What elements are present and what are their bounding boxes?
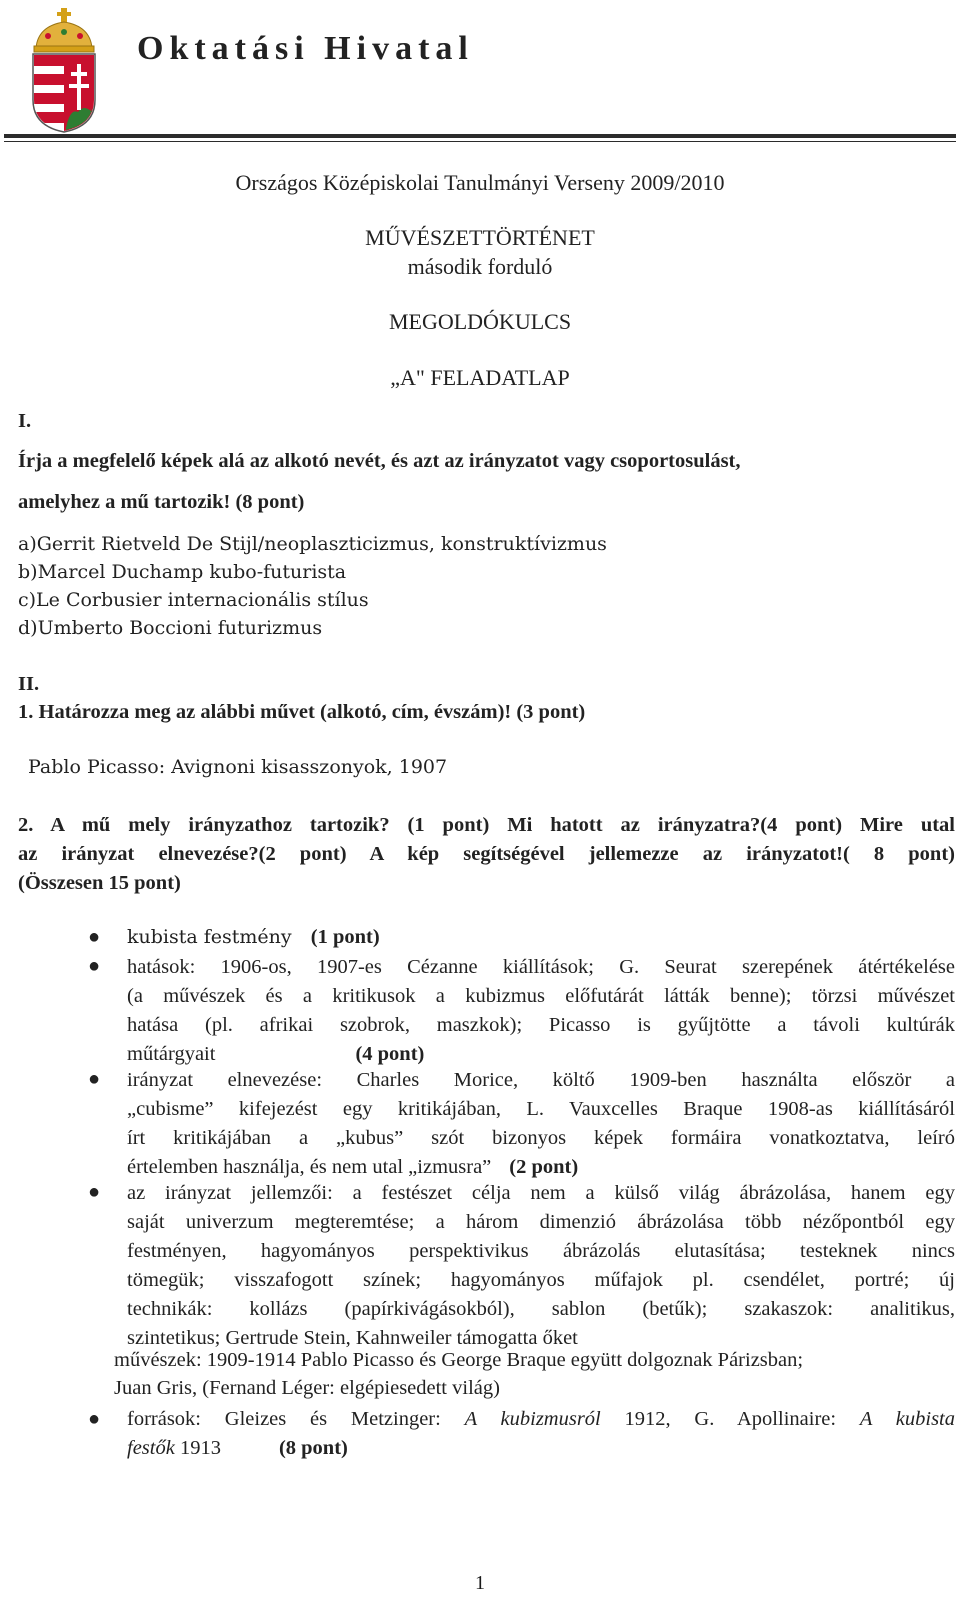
bullet-2 xyxy=(127,953,955,1069)
bullet-4-line-6: szintetikus; Gertrude Stein, Kahnweiler támogatta őket xyxy=(127,1327,578,1349)
artists-line-2: Juan Gris, (Fernand Léger: elgépiesedett világ) xyxy=(114,1377,500,1399)
bullet-5-sources-label: források: Gleizes és Metzinger: xyxy=(127,1408,441,1430)
bullet-4-line-2: saját univerzum megteremtése; a három dimenzió ábrázolása több nézőpontból egy xyxy=(127,1211,955,1233)
bullet-dot: ● xyxy=(88,926,101,948)
section-1-task-line-1: Írja a megfelelő képek alá az alkotó nevét, és azt az irányzatot vagy csoportosulást, xyxy=(18,450,741,472)
question-2-line-3: (Összesen 15 pont) xyxy=(18,872,181,894)
bullet-5-mid: 1912, G. Apollinaire: xyxy=(624,1408,837,1430)
bullet-1 xyxy=(127,926,380,949)
bullet-3-line-2: „cubisme” kifejezést egy kritikájában, L. Vauxcelles Braque 1908-as kiállításáról xyxy=(127,1098,955,1120)
section-1-number: I. xyxy=(18,410,32,432)
bullet-dot: ● xyxy=(88,1408,101,1430)
answer-d: d)Umberto Boccioni futurizmus xyxy=(18,617,323,639)
bullet-dot: ● xyxy=(88,1068,101,1090)
bullet-2-points: (4 pont) xyxy=(355,1043,425,1065)
bullet-4 xyxy=(127,1179,955,1353)
bullet-5-book-2-start: A kubista xyxy=(859,1408,955,1430)
answer-a: a)Gerrit Rietveld De Stijl/neoplaszticizmus, konstruktívizmus xyxy=(18,533,607,555)
answer-1: Pablo Picasso: Avignoni kisasszonyok, 1907 xyxy=(28,756,448,778)
competition-title: Országos Középiskolai Tanulmányi Verseny 2009/2010 xyxy=(235,170,725,195)
artists-line-1: művészek: 1909-1914 Pablo Picasso és George Braque együtt dolgoznak Párizsban; xyxy=(114,1349,804,1371)
bullet-5-points: (8 pont) xyxy=(278,1437,348,1459)
bullet-3-line-1: irányzat elnevezése: Charles Morice, költő 1909-ben használta először a xyxy=(127,1069,955,1091)
page-number: 1 xyxy=(475,1572,485,1594)
subject-title: MŰVÉSZETTÖRTÉNET xyxy=(365,225,595,250)
answer-key-title: MEGOLDÓKULCS xyxy=(388,309,572,334)
header-divider-thin xyxy=(4,141,956,142)
bullet-4-line-3: festményen, hagyományos perspektivikus ábrázolás elutasítása; testeknek nincs xyxy=(127,1240,955,1262)
answer-c: c)Le Corbusier internacionális stílus xyxy=(18,589,369,611)
bullet-3-line-3: írt kritikájában a „kubus” szót bizonyos képek formáira vonatkoztatva, leíró xyxy=(127,1127,955,1149)
header xyxy=(0,0,960,150)
hungarian-coat-of-arms-icon xyxy=(28,8,100,134)
bullet-dot: ● xyxy=(88,955,101,977)
bullet-4-line-5: technikák: kollázs (papírkivágásokból), sablon (betűk); szakaszok: analitikus, xyxy=(127,1298,955,1320)
bullet-4-line-4: tömegük; visszafogott színek; hagyományos műfajok pl. csendélet, portré; új xyxy=(127,1269,955,1291)
bullet-5-book-2-end: festők xyxy=(127,1437,175,1459)
bullet-2-last-text: műtárgyait xyxy=(127,1043,216,1065)
bullet-2-line-3: hatása (pl. afrikai szobrok, maszkok); Picasso is gyűjtötte a távoli kultúrák xyxy=(127,1014,955,1036)
bullet-5-line-2 xyxy=(127,1434,955,1463)
header-divider-thick xyxy=(4,134,956,138)
bullet-5 xyxy=(127,1405,955,1463)
office-title: Oktatási Hivatal xyxy=(137,30,474,67)
question-2-line-2: az irányzat elnevezése?(2 pont) A kép segítségével jellemezze az irányzatot!( 8 pont) xyxy=(18,843,955,865)
bullet-1-points: (1 pont) xyxy=(310,926,380,948)
question-1: 1. Határozza meg az alábbi művet (alkotó, cím, évszám)! (3 pont) xyxy=(18,701,586,723)
bullet-2-line-4 xyxy=(127,1040,955,1069)
bullet-5-year: 1913 xyxy=(179,1437,221,1459)
bullet-3-line-4 xyxy=(127,1153,955,1182)
bullet-dot: ● xyxy=(88,1181,101,1203)
bullet-2-line-2: (a művészek és a kritikusok a kubizmus előfutárát látták benne); törzsi művészet xyxy=(127,985,955,1007)
round-title: második forduló xyxy=(407,254,553,279)
bullet-3-last-text: értelemben használja, és nem utal „izmusra” xyxy=(127,1156,492,1178)
question-2 xyxy=(18,811,955,898)
bullet-3-points: (2 pont) xyxy=(509,1156,579,1178)
bullet-2-line-1: hatások: 1906-os, 1907-es Cézanne kiállítások; G. Seurat szerepének átértékelése xyxy=(127,956,955,978)
bullet-5-book-1: A kubizmusról xyxy=(464,1408,601,1430)
bullet-5-line-1 xyxy=(127,1405,955,1434)
bullet-3 xyxy=(127,1066,955,1182)
bullet-4-line-1: az irányzat jellemzői: a festészet célja nem a külső világ ábrázolása, hanem egy xyxy=(127,1182,955,1204)
bullet-1-text: kubista festmény xyxy=(127,926,292,948)
section-1-task-line-2: amelyhez a mű tartozik! (8 pont) xyxy=(18,491,305,513)
sheet-title: „A" FELADATLAP xyxy=(390,365,570,390)
answer-b: b)Marcel Duchamp kubo-futurista xyxy=(18,561,347,583)
section-2-number: II. xyxy=(18,673,40,695)
question-2-line-1: 2. A mű mely irányzathoz tartozik? (1 pont) Mi hatott az irányzatra?(4 pont) Mire utal xyxy=(18,814,955,836)
